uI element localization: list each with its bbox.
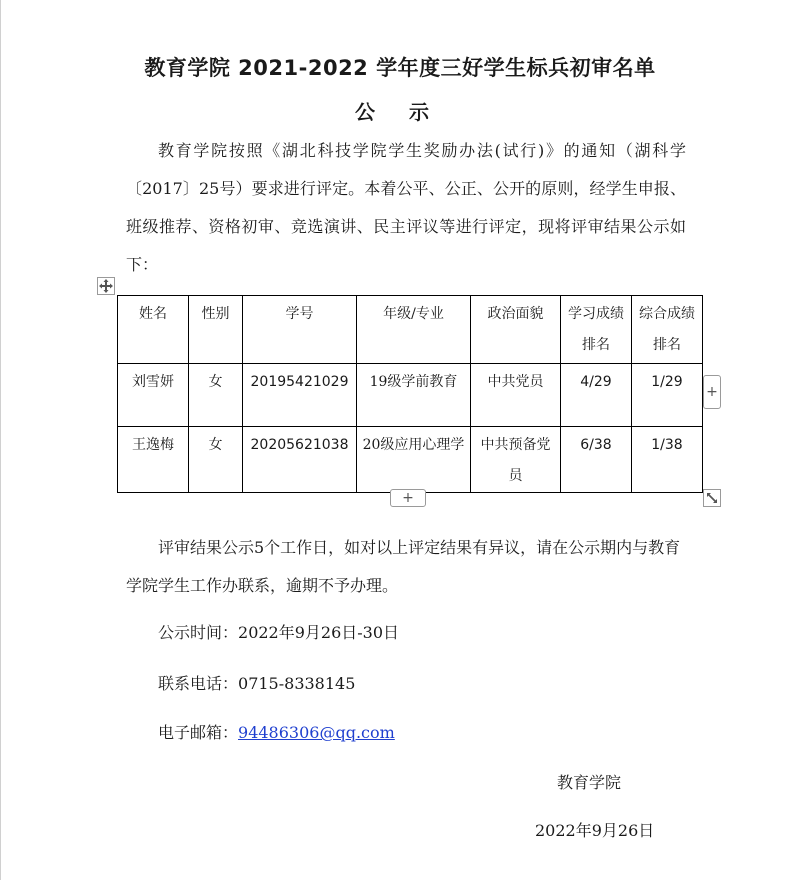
table-header-row [118, 296, 703, 364]
document-title: 教育学院 2021-2022 学年度三好学生标兵初审名单 [144, 56, 656, 80]
header-student-id: 学号 [243, 296, 357, 364]
publicity-time-label: 公示时间： [158, 623, 239, 642]
header-grade-major: 年级/专业 [357, 296, 471, 364]
cell-political-status: 中共预备党员 [471, 427, 561, 493]
contact-phone-label: 联系电话： [158, 674, 239, 693]
cell-overall-rank: 1/38 [632, 427, 703, 493]
header-name: 姓名 [118, 296, 189, 364]
page-edge [0, 0, 1, 880]
signature-date: 2022年9月26日 [535, 821, 655, 840]
email-label: 电子邮箱： [158, 723, 239, 742]
document-subtitle: 公示 [355, 100, 463, 124]
nominee-table [117, 295, 703, 493]
header-academic-rank: 学习成绩排名 [561, 296, 632, 364]
publicity-time-value: 2022年9月26日-30日 [238, 623, 400, 642]
cell-name: 刘雪妍 [118, 364, 189, 427]
table-row [118, 364, 703, 427]
publicity-time-line [158, 621, 399, 645]
contact-phone-value: 0715-8338145 [238, 674, 356, 693]
cell-student-id: 20195421029 [243, 364, 357, 427]
cell-gender: 女 [189, 364, 243, 427]
email-link[interactable]: 94486306@qq.com [238, 723, 395, 742]
signature-organization: 教育学院 [557, 773, 622, 792]
email-line [158, 721, 395, 745]
cell-student-id: 20205621038 [243, 427, 357, 493]
add-row-button[interactable]: + [703, 375, 721, 409]
cell-name: 王逸梅 [118, 427, 189, 493]
cell-academic-rank: 4/29 [561, 364, 632, 427]
cell-academic-rank: 6/38 [561, 427, 632, 493]
cell-overall-rank: 1/29 [632, 364, 703, 427]
add-column-button[interactable]: + [390, 489, 426, 507]
cell-grade-major: 20级应用心理学 [357, 427, 471, 493]
contact-phone-line [158, 672, 355, 696]
cell-political-status: 中共党员 [471, 364, 561, 427]
intro-paragraph: 教育学院按照《湖北科技学院学生奖励办法(试行)》的通知（湖科学〔2017〕25号）要求进行评定。本着公平、公正、公开的原则，经学生申报、班级推荐、资格初审、竞选演讲、民主评议等进行评定，现将评审结果公示如下： [126, 141, 686, 274]
resize-diagonal-icon[interactable] [703, 489, 721, 507]
move-arrows-icon[interactable] [97, 277, 115, 295]
cell-gender: 女 [189, 427, 243, 493]
header-gender: 性别 [189, 296, 243, 364]
header-political-status: 政治面貌 [471, 296, 561, 364]
notice-paragraph: 评审结果公示5个工作日，如对以上评定结果有异议，请在公示期内与教育学院学生工作办联系，逾期不予办理。 [126, 538, 681, 595]
cell-grade-major: 19级学前教育 [357, 364, 471, 427]
table-row [118, 427, 703, 493]
header-overall-rank: 综合成绩排名 [632, 296, 703, 364]
